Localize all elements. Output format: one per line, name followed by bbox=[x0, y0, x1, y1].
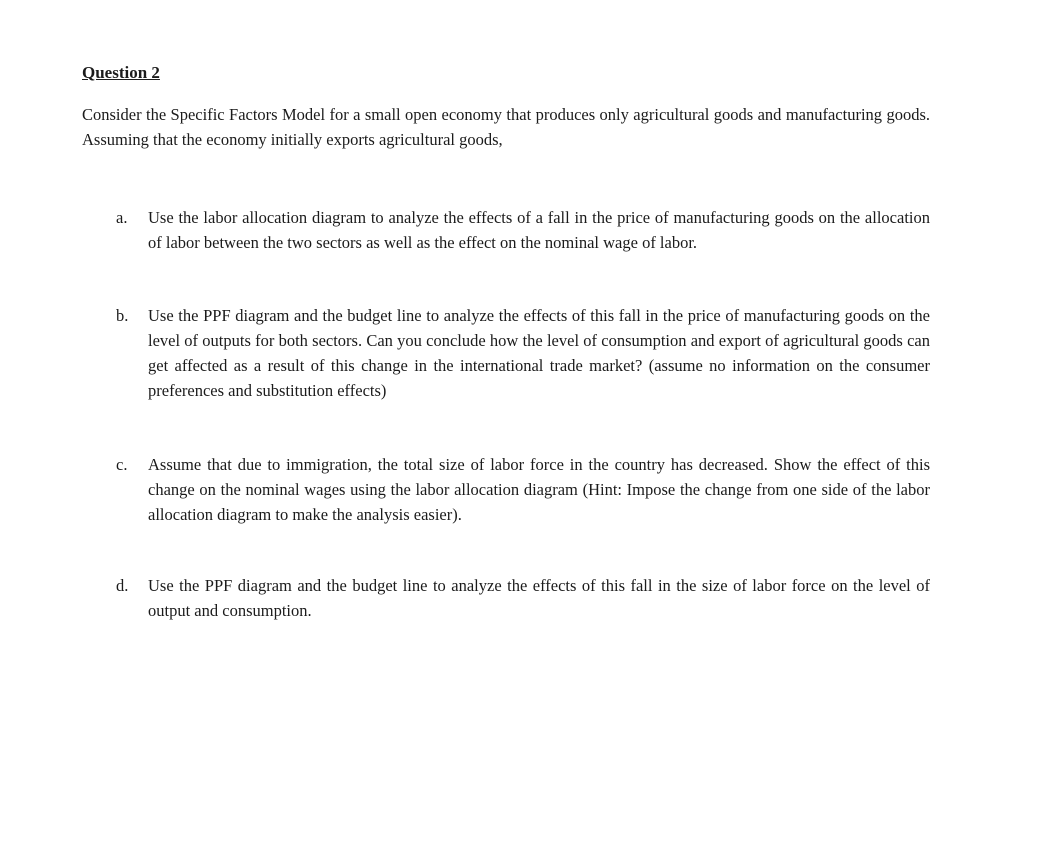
list-item-d bbox=[82, 573, 930, 623]
item-marker-b: b. bbox=[116, 306, 129, 325]
intro-paragraph: Consider the Specific Factors Model for a small open economy that produces only agricultural goods and manufacturing goods. Assuming that the economy initially exports agricultural goods, bbox=[82, 105, 930, 149]
list-item-a bbox=[82, 205, 930, 255]
list-item-c bbox=[82, 452, 930, 527]
item-marker-a: a. bbox=[116, 208, 128, 227]
item-marker-d: d. bbox=[116, 576, 129, 595]
item-text-d: Use the PPF diagram and the budget line to analyze the effects of this fall in the size of labor force on the level of output and consumption. bbox=[148, 576, 930, 620]
question-heading: Question 2 bbox=[82, 63, 160, 82]
item-marker-c: c. bbox=[116, 455, 128, 474]
list-item-b bbox=[82, 303, 930, 403]
item-text-c: Assume that due to immigration, the total size of labor force in the country has decreased. Show the effect of this change on the nominal wages using the labor allocation diagram (Hint: Impose the change from one side of the labor allocation diagram to make the analysis easier). bbox=[148, 455, 930, 524]
item-text-a: Use the labor allocation diagram to analyze the effects of a fall in the price of manufacturing goods on the allocation of labor between the two sectors as well as the effect on the nominal wage of labor. bbox=[148, 208, 930, 252]
item-text-b: Use the PPF diagram and the budget line to analyze the effects of this fall in the price of manufacturing goods on the level of outputs for both sectors. Can you conclude how the level of consumption and export of agricultural goods can get affected as a result of this change in the international trade market? (assume no information on the consumer preferences and substitution effects) bbox=[148, 306, 930, 400]
question-item-list bbox=[82, 205, 930, 623]
